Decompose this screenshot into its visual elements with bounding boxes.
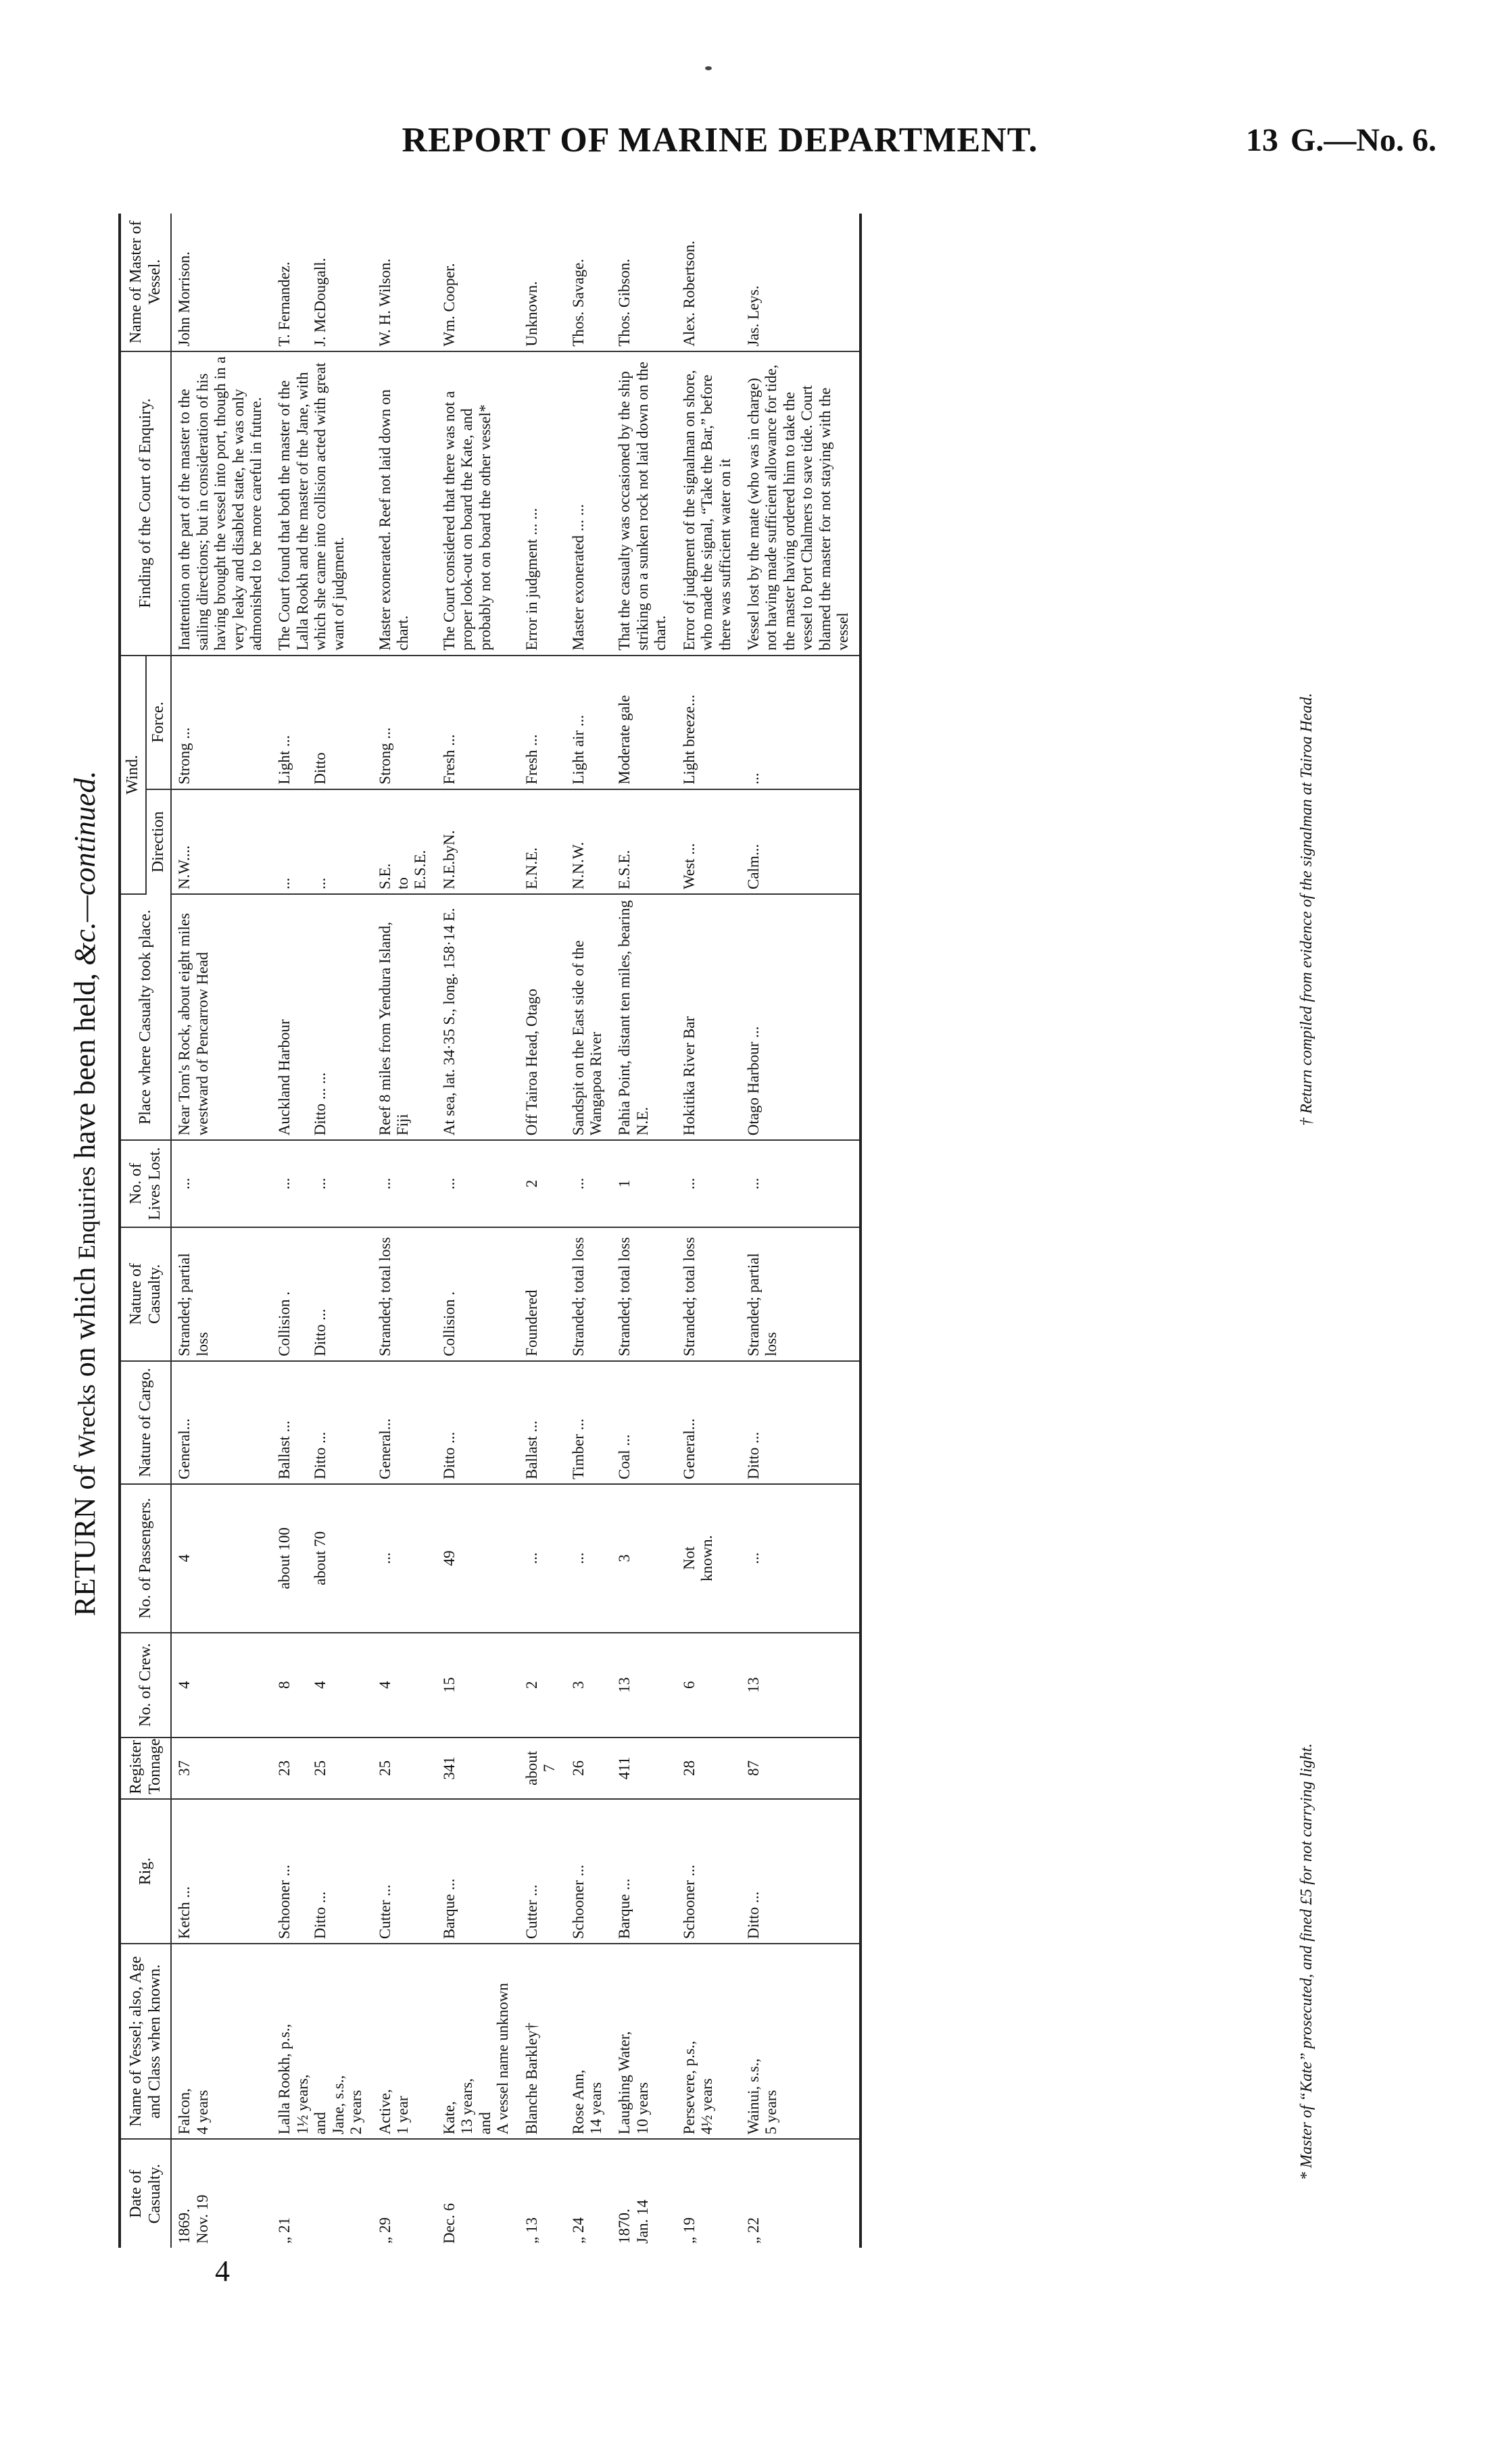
cell-date: „ 19 <box>680 2217 698 2244</box>
header-wind: Wind. <box>120 656 146 894</box>
cell-place: Sandspit on the East side of the Wangapoa River <box>566 894 612 1140</box>
cell-finding: Inattention on the part of the master to the sailing directions; but in consideration of his having brought the vessel into port, though in a very leaky and disabled state, he was only admonished to be more careful in future. <box>171 351 272 656</box>
cell-master: T. Fernandez. J. McDougall. <box>272 214 372 351</box>
cell-place: Hokitika River Bar <box>677 894 741 1140</box>
cell-cargo: General... <box>677 1361 741 1484</box>
cell-passengers: ... <box>741 1484 861 1633</box>
cell-direction: E.N.E. <box>519 789 566 894</box>
table-row <box>741 214 861 2248</box>
cell-cargo: General... <box>372 1361 437 1484</box>
cell-tonnage: 37 <box>171 1738 272 1799</box>
table-row <box>272 214 372 2248</box>
cell-master: Wm. Cooper. <box>437 214 519 351</box>
cell-rig: Ketch ... <box>171 1799 272 1944</box>
cell-force: ... <box>741 656 861 789</box>
cell-force: Strong ... <box>372 656 437 789</box>
cell-place: Auckland Harbour Ditto ... ... <box>272 894 372 1140</box>
page-number: 13 <box>1246 122 1278 158</box>
cell-vessel: Persevere, p.s., 4½ years <box>677 1944 741 2139</box>
cell-finding: Master exonerated. Reef not laid down on chart. <box>372 351 437 656</box>
cell-lives: 2 <box>519 1140 566 1227</box>
cell-rig: Schooner ... <box>566 1799 612 1944</box>
cell-place: Reef 8 miles from Yendura Island, Fiji <box>372 894 437 1140</box>
cell-date: „ 21 <box>276 2217 293 2244</box>
cell-master: John Morrison. <box>171 214 272 351</box>
cell-vessel: Active, 1 year <box>372 1944 437 2139</box>
cell-place: Near Tom's Rock, about eight miles westward of Pencarrow Head <box>171 894 272 1140</box>
cell-place: At sea, lat. 34·35 S., long. 158·14 E. <box>437 894 519 1140</box>
cell-crew: 3 <box>566 1633 612 1738</box>
cell-rig: Cutter ... <box>372 1799 437 1944</box>
cell-direction: N.W.... <box>171 789 272 894</box>
cell-cargo: Ballast ... <box>519 1361 566 1484</box>
cell-crew: 4 <box>171 1633 272 1738</box>
table-row <box>677 214 741 2248</box>
header-tonnage: Register Tonnage <box>120 1738 171 1799</box>
cell-date: 1870. Jan. 14 <box>616 2199 651 2244</box>
cell-direction: N.N.W. <box>566 789 612 894</box>
cell-tonnage: 25 <box>372 1738 437 1799</box>
cell-rig: Barque ... <box>612 1799 676 1944</box>
cell-direction: E.S.E. <box>612 789 676 894</box>
header-wind-direction: Direction <box>146 789 172 894</box>
header-wind-force: Force. <box>146 656 172 789</box>
cell-tonnage: 341 <box>437 1738 519 1799</box>
cell-date: „ 22 <box>745 2217 762 2244</box>
caption-word-enquiries: Enquiries <box>73 1166 100 1260</box>
cell-finding: That the casualty was occasioned by the ship striking on a sunken rock not laid down on the chart. <box>612 351 676 656</box>
cell-passengers: 3 <box>612 1484 676 1633</box>
cell-casualty: Foundered <box>519 1227 566 1361</box>
cell-tonnage: 411 <box>612 1738 676 1799</box>
cell-force: Strong ... <box>171 656 272 789</box>
cell-passengers: Not known. <box>677 1484 741 1633</box>
cell-master: Alex. Robertson. <box>677 214 741 351</box>
cell-vessel: Blanche Barkley† <box>519 1944 566 2139</box>
cell-casualty: Stranded; total loss <box>566 1227 612 1361</box>
cell-crew: 8 4 <box>272 1633 372 1738</box>
header-date: Date of Casualty. <box>120 2139 171 2248</box>
cell-passengers: 4 <box>171 1484 272 1633</box>
cell-casualty: Collision . <box>437 1227 519 1361</box>
header-place: Place where Casualty took place. <box>120 894 171 1140</box>
cell-passengers: ... <box>519 1484 566 1633</box>
cell-lives: ... <box>437 1140 519 1227</box>
caption-continued: &c.—continued. <box>68 770 101 966</box>
cell-force: Moderate gale <box>612 656 676 789</box>
cell-vessel: Wainui, s.s., 5 years <box>741 1944 861 2139</box>
cell-direction: West ... <box>677 789 741 894</box>
cell-passengers: 49 <box>437 1484 519 1633</box>
document-reference: G.—No. 6. <box>1290 122 1436 158</box>
cell-finding: The Court found that both the master of the Lalla Rookh and the master of the Jane, with which she came into collision acted with great want of judgment. <box>272 351 372 656</box>
cell-place: Pahia Point, distant ten miles, bearing N.E. <box>612 894 676 1140</box>
caption-of: of <box>68 1464 101 1490</box>
cell-date: „ 24 <box>569 2217 587 2244</box>
cell-rig: Ditto ... <box>741 1799 861 1944</box>
cell-place: Off Tairoa Head, Otago <box>519 894 566 1140</box>
header-lives: No. of Lives Lost. <box>120 1140 171 1227</box>
cell-vessel: Laughing Water, 10 years <box>612 1944 676 2139</box>
cell-lives: ... <box>372 1140 437 1227</box>
cell-crew: 13 <box>741 1633 861 1738</box>
caption-on-which: on which <box>68 1266 101 1377</box>
cell-rig: Barque ... <box>437 1799 519 1944</box>
cell-finding: Error of judgment of the signalman on shore, who made the signal, “Take the Bar,” before there was sufficient water on it <box>677 351 741 656</box>
speck-mark <box>705 66 712 70</box>
cell-date: Dec. 6 <box>440 2202 458 2244</box>
cell-casualty: Stranded; partial loss <box>741 1227 861 1361</box>
cell-force: Fresh ... <box>519 656 566 789</box>
cell-tonnage: about 7 <box>519 1738 566 1799</box>
cell-crew: 13 <box>612 1633 676 1738</box>
table-row <box>171 214 272 2248</box>
cell-force: Light breeze... <box>677 656 741 789</box>
cell-tonnage: 87 <box>741 1738 861 1799</box>
cell-finding: Error in judgment ... ... <box>519 351 566 656</box>
cell-date: „ 29 <box>376 2217 393 2244</box>
cell-date: 1869. Nov. 19 <box>176 2194 211 2244</box>
footnote-tairoa: † Return compiled from evidence of the signalman at Tairoa Head. <box>1298 693 1315 1126</box>
cell-rig: Schooner ... <box>677 1799 741 1944</box>
table-row <box>437 214 519 2248</box>
cell-passengers: ... <box>372 1484 437 1633</box>
cell-place: Otago Harbour ... <box>741 894 861 1140</box>
cell-force: Fresh ... <box>437 656 519 789</box>
cell-force: Light air ... <box>566 656 612 789</box>
left-page-number: 4 <box>215 2254 230 2288</box>
header-cargo: Nature of Cargo. <box>120 1361 171 1484</box>
cell-cargo: General... <box>171 1361 272 1484</box>
cell-lives: ... ... <box>272 1140 372 1227</box>
cell-passengers: about 100 about 70 <box>272 1484 372 1633</box>
cell-master: Thos. Gibson. <box>612 214 676 351</box>
footnotes <box>1298 214 1332 2241</box>
cell-rig: Schooner ... Ditto ... <box>272 1799 372 1944</box>
cell-lives: ... <box>171 1140 272 1227</box>
cell-finding: Master exonerated ... ... <box>566 351 612 656</box>
cell-finding: The Court considered that there was not a proper look-out on board the Kate, and probably not on board the other vessel* <box>437 351 519 656</box>
cell-lives: ... <box>741 1140 861 1227</box>
cell-cargo: Coal ... <box>612 1361 676 1484</box>
wrecks-table <box>118 214 862 2248</box>
header-casualty: Nature of Casualty. <box>120 1227 171 1361</box>
cell-cargo: Ditto ... <box>741 1361 861 1484</box>
cell-passengers: ... <box>566 1484 612 1633</box>
cell-vessel: Falcon, 4 years <box>171 1944 272 2139</box>
cell-direction: S.E. to E.S.E. <box>372 789 437 894</box>
cell-direction: N.E.byN. <box>437 789 519 894</box>
cell-direction: ... ... <box>272 789 372 894</box>
cell-lives: 1 <box>612 1140 676 1227</box>
caption-word-wrecks: Wrecks <box>73 1384 100 1458</box>
cell-date: „ 13 <box>523 2217 540 2244</box>
header-master: Name of Master of Vessel. <box>120 214 171 351</box>
cell-casualty: Collision . Ditto ... <box>272 1227 372 1361</box>
table-caption <box>68 247 108 2140</box>
caption-word-return: RETURN <box>68 1497 101 1617</box>
cell-force: Light ... Ditto <box>272 656 372 789</box>
cell-casualty: Stranded; total loss <box>677 1227 741 1361</box>
header-finding: Finding of the Court of Enquiry. <box>120 351 171 656</box>
cell-crew: 2 <box>519 1633 566 1738</box>
footnote-kate: * Master of “Kate” prosecuted, and fined £5 for not carrying light. <box>1298 1743 1315 2180</box>
cell-vessel: Lalla Rookh, p.s., 1½ years, and Jane, s.s., 2 years <box>272 1944 372 2139</box>
cell-tonnage: 28 <box>677 1738 741 1799</box>
table-row <box>519 214 566 2248</box>
caption-have-been-held: have been held, <box>68 965 101 1159</box>
cell-crew: 15 <box>437 1633 519 1738</box>
table-row <box>372 214 437 2248</box>
cell-lives: ... <box>677 1140 741 1227</box>
cell-vessel: Rose Ann, 14 years <box>566 1944 612 2139</box>
table-row <box>612 214 676 2248</box>
cell-vessel: Kate, 13 years, and A vessel name unknown <box>437 1944 519 2139</box>
cell-master: W. H. Wilson. <box>372 214 437 351</box>
rotated-table-region <box>0 153 1500 2464</box>
header-passengers: No. of Passengers. <box>120 1484 171 1633</box>
header-rig: Rig. <box>120 1799 171 1944</box>
cell-lives: ... <box>566 1140 612 1227</box>
page-header-title: REPORT OF MARINE DEPARTMENT. <box>402 121 1038 159</box>
header-crew: No. of Crew. <box>120 1633 171 1738</box>
cell-master: Unknown. <box>519 214 566 351</box>
cell-casualty: Stranded; partial loss <box>171 1227 272 1361</box>
cell-master: Thos. Savage. <box>566 214 612 351</box>
cell-casualty: Stranded; total loss <box>372 1227 437 1361</box>
cell-cargo: Ballast ... Ditto ... <box>272 1361 372 1484</box>
cell-casualty: Stranded; total loss <box>612 1227 676 1361</box>
cell-cargo: Timber ... <box>566 1361 612 1484</box>
cell-rig: Cutter ... <box>519 1799 566 1944</box>
header-vessel: Name of Vessel; also, Age and Class when known. <box>120 1944 171 2139</box>
cell-crew: 4 <box>372 1633 437 1738</box>
cell-master: Jas. Leys. <box>741 214 861 351</box>
table-row <box>566 214 612 2248</box>
table-header-row <box>120 214 146 2248</box>
cell-finding: Vessel lost by the mate (who was in charge) not having made sufficient allowance for tide, the master having ordered him to take the vessel to Port Chalmers to save tide. Court blamed the master for not staying with the vessel <box>741 351 861 656</box>
cell-tonnage: 26 <box>566 1738 612 1799</box>
cell-direction: Calm... <box>741 789 861 894</box>
cell-tonnage: 23 25 <box>272 1738 372 1799</box>
cell-cargo: Ditto ... <box>437 1361 519 1484</box>
cell-crew: 6 <box>677 1633 741 1738</box>
